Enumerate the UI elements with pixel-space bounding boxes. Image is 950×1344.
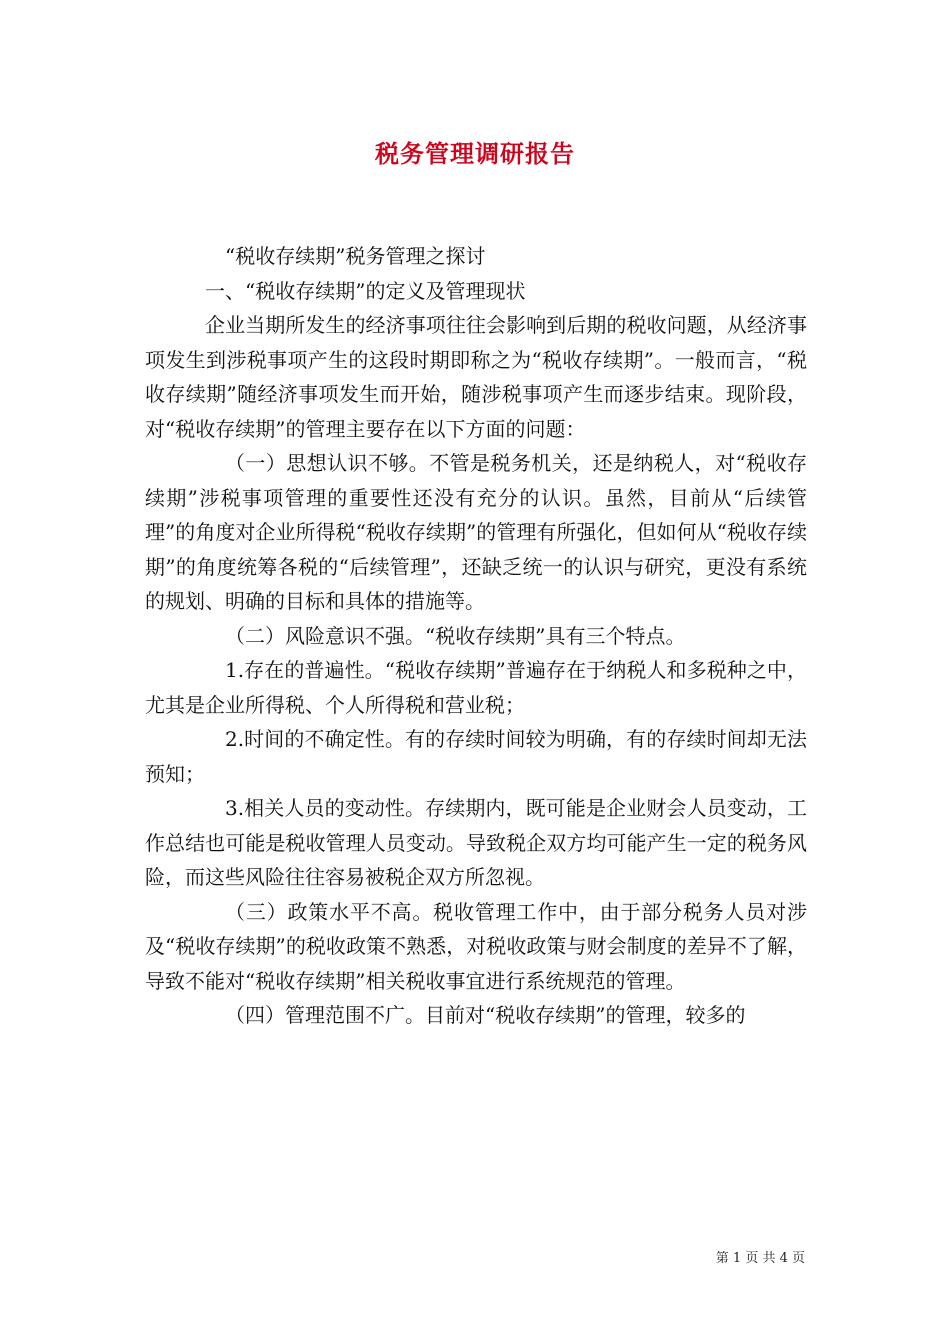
document-body xyxy=(145,239,807,1033)
page-footer: 第 1 页 共 4 页 xyxy=(715,1251,805,1266)
subtitle-paragraph: “税收存续期”税务管理之探讨 xyxy=(225,244,486,268)
section-heading: 一、“税收存续期”的定义及管理现状 xyxy=(205,278,526,303)
body-paragraph: 3.相关人员的变动性。存续期内，既可能是企业财会人员变动，工作总结也可能是税收管理人员变动。导致税企双方均可能产生一定的税务风险，而这些风险往往容易被税企双方所忽视。 xyxy=(145,796,807,889)
body-paragraph: （三）政策水平不高。税收管理工作中，由于部分税务人员对涉及“税收存续期”的税收政策不熟悉，对税收政策与财会制度的差异不了解，导致不能对“税收存续期”相关税收事宜进行系统规范的管理。 xyxy=(145,899,807,993)
body-paragraph: （一）思想认识不够。不管是税务机关，还是纳税人，对“税收存续期”涉税事项管理的重要性还没有充分的认识。虽然，目前从“后续管理”的角度对企业所得税“税收存续期”的管理有所强化，但如何从“税收存续期”的角度统筹各税的“后续管理”，还缺乏统一的认识与研究，更没有系统的规划、明确的目标和具体的措施等。 xyxy=(145,451,807,613)
body-paragraph: 2.时间的不确定性。有的存续时间较为明确，有的存续时间却无法预知； xyxy=(145,727,807,786)
body-paragraph: （二）风险意识不强。“税收存续期”具有三个特点。 xyxy=(225,623,686,648)
body-paragraph: 企业当期所发生的经济事项往往会影响到后期的税收问题，从经济事项发生到涉税事项产生的这段时期即称之为“税收存续期”。一般而言，“税收存续期”随经济事项发生而开始，随涉税事项产生而逐步结束。现阶段，对“税收存续期”的管理主要存在以下方面的问题： xyxy=(145,313,807,441)
document-title: 税务管理调研报告 xyxy=(375,139,575,168)
body-paragraph: 1.存在的普遍性。“税收存续期”普遍存在于纳税人和多税种之中，尤其是企业所得税、个人所得税和营业税； xyxy=(145,658,807,717)
body-paragraph: （四）管理范围不广。目前对“税收存续期”的管理，较多的 xyxy=(225,1003,746,1027)
